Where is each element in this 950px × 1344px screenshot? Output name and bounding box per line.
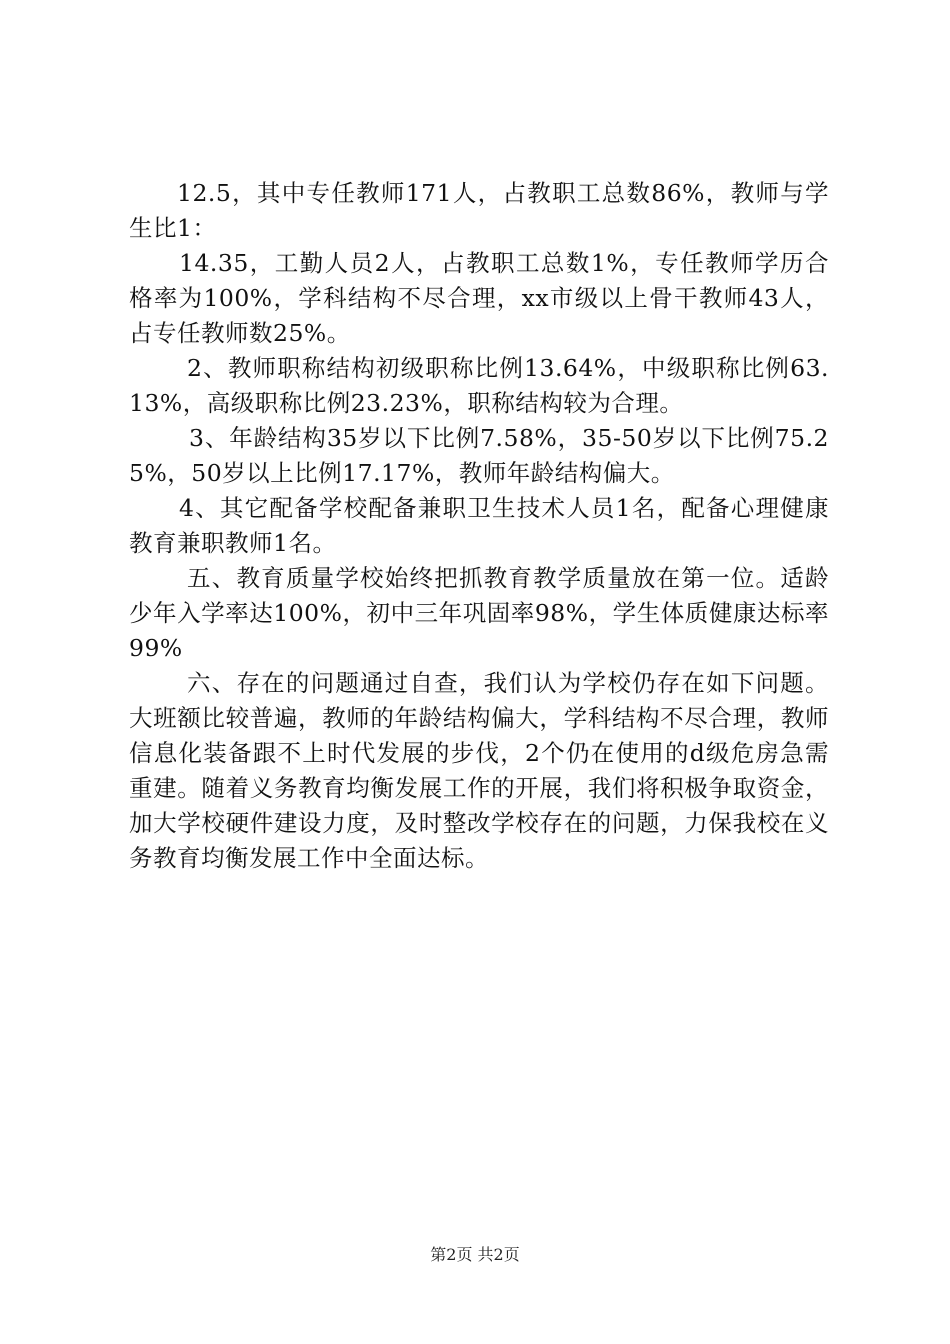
- paragraph-title-structure: 2、教师职称结构初级职称比例13.64%，中级职称比例63.13%，高级职称比例23.23%，职称结构较为合理。: [129, 354, 829, 417]
- paragraph-education-quality: 五、教育质量学校始终把抓教育教学质量放在第一位。适龄少年入学率达100%，初中三年巩固率98%，学生体质健康达标率99%: [129, 564, 829, 662]
- paragraph-existing-problems: 六、存在的问题通过自查，我们认为学校仍存在如下问题。大班额比较普遍，教师的年龄结构偏大，学科结构不尽合理，教师信息化装备跟不上时代发展的步伐，2个仍在使用的d级危房急需重建。随着义务教育均衡发展工作的开展，我们将积极争取资金，加大学校硬件建设力度，及时整改学校存在的问题，力保我校在义务教育均衡发展工作中全面达标。: [129, 669, 829, 872]
- page-number-footer: 第2页 共2页: [430, 1245, 520, 1264]
- paragraph-other-staffing: 4、其它配备学校配备兼职卫生技术人员1名，配备心理健康教育兼职教师1名。: [129, 494, 829, 557]
- paragraph-age-structure: 3、年龄结构35岁以下比例7.58%，35-50岁以下比例75.25%，50岁以上比例17.17%，教师年龄结构偏大。: [129, 424, 829, 487]
- document-body: [129, 176, 829, 876]
- paragraph-teacher-ratio: 12.5，其中专任教师171人，占教职工总数86%，教师与学生比1：: [129, 179, 829, 242]
- paragraph-staff-qualification: 14.35，工勤人员2人，占教职工总数1%，专任教师学历合格率为100%，学科结构不尽合理，xx市级以上骨干教师43人，占专任教师数25%。: [129, 249, 829, 347]
